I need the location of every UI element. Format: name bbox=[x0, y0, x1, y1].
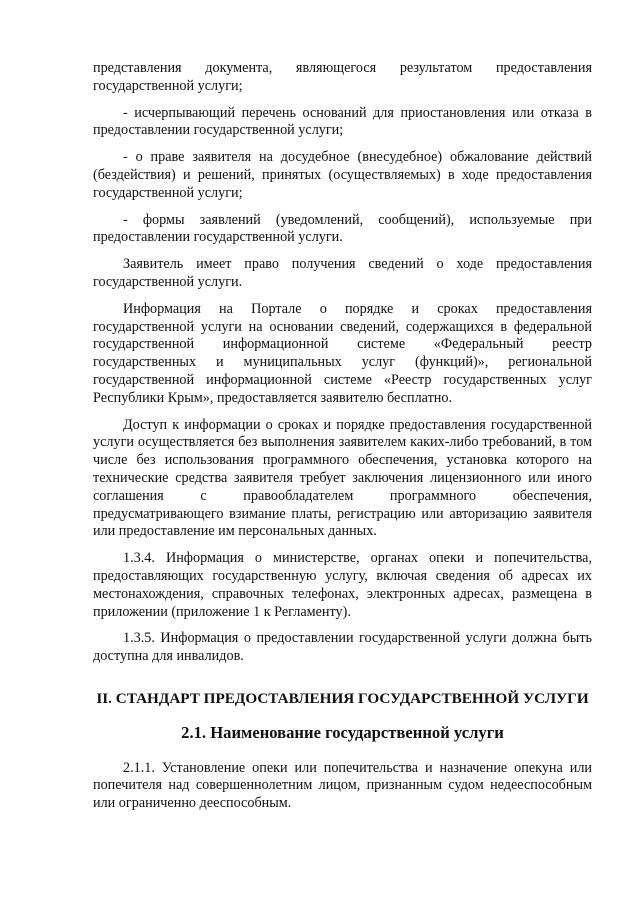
paragraph-access-information: Доступ к информации о сроках и порядке предоставления государственной услуги осуществляется без выполнения заявителем каких-либо требований, в том числе без использования программного обеспечения, установка которого на технические средства заявителя требует заключения лицензионного или иного соглашения с правообладателем программного обеспечения, предусматривающего взимание платы, регистрацию или авторизацию заявителя или предоставление им персональных данных. bbox=[93, 416, 592, 540]
paragraph-continuation: представления документа, являющегося результатом предоставления государственной услуги; bbox=[93, 60, 592, 94]
subsection-heading: 2.1. Наименование государственной услуги bbox=[181, 722, 504, 742]
section-heading: II. СТАНДАРТ ПРЕДОСТАВЛЕНИЯ ГОСУДАРСТВЕННОЙ УСЛУГИ bbox=[96, 689, 589, 707]
paragraph-portal-information: Информация на Портале о порядке и сроках предоставления государственной услуги на основании сведений, содержащихся в федеральной государственной информационной системе «Федеральный реестр государственных и муниципальных услуг (функций)», региональной государственной информационной системе «Реестр государственных услуг Республики Крым», предоставляется заявителю бесплатно. bbox=[93, 300, 592, 406]
paragraph-appeal-rights-item: - о праве заявителя на досудебное (внесудебное) обжалование действий (бездействия) и решений, принятых (осуществляемых) в ходе предоставления государственной услуги; bbox=[93, 149, 592, 201]
paragraph-applicant-rights: Заявитель имеет право получения сведений о ходе предоставления государственной услуги. bbox=[93, 256, 592, 290]
paragraph-forms-item: - формы заявлений (уведомлений, сообщений), используемые при предоставлении государственной услуги. bbox=[93, 211, 592, 246]
paragraph-grounds-list-item: - исчерпывающий перечень оснований для приостановления или отказа в предоставлении государственной услуги; bbox=[93, 104, 592, 139]
paragraph-1-3-4: 1.3.4. Информация о министерстве, органах опеки и попечительства, предоставляющих государственную услугу, включая сведения об адресах их местонахождения, справочных телефонах, электронных адресах, размещена в приложении (приложение 1 к Регламенту). bbox=[93, 550, 592, 620]
paragraph-2-1-1: 2.1.1. Установление опеки или попечительства и назначение опекуна или попечителя над совершеннолетним лицом, признанным судом недееспособным или ограниченно дееспособным. bbox=[93, 759, 592, 812]
paragraph-1-3-5: 1.3.5. Информация о предоставлении государственной услуги должна быть доступна для инвалидов. bbox=[93, 630, 592, 665]
